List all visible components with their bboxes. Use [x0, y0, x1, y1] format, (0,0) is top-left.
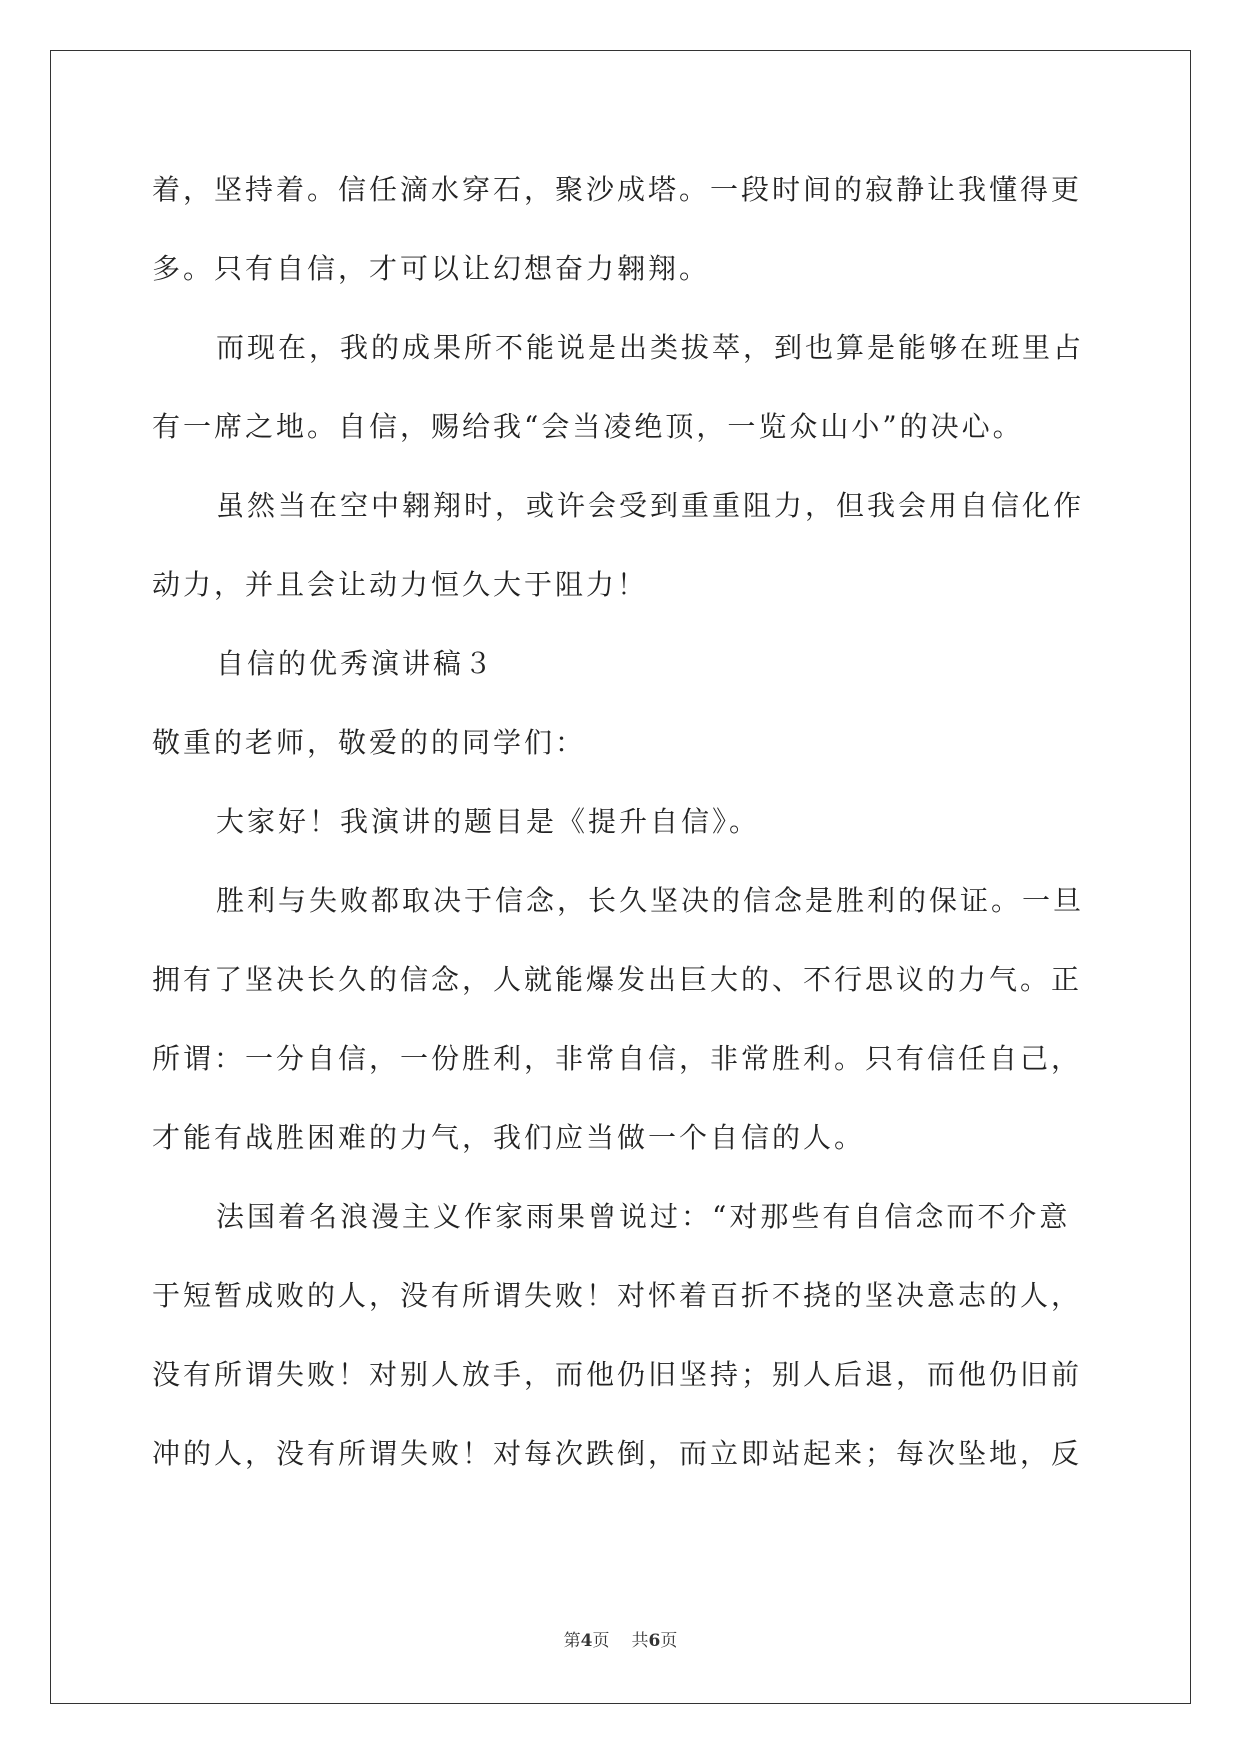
text-line-10: 胜利与失败都取决于信念，长久坚决的信念是胜利的保证。一旦 — [216, 884, 1085, 917]
text-line-2: 多。只有自信，才可以让幻想奋力翱翔。 — [152, 252, 711, 285]
text-line-6: 动力，并且会让动力恒久大于阻力！ — [152, 568, 649, 601]
page-footer — [0, 1626, 1241, 1651]
section-heading: 自信的优秀演讲稿３ — [216, 647, 496, 680]
document-body — [152, 150, 1092, 1493]
text-line-12: 所谓：一分自信，一份胜利，非常自信，非常胜利。只有信任自己， — [152, 1042, 1083, 1075]
page-prefix: 第 — [563, 1631, 581, 1651]
text-line-9: 大家好！我演讲的题目是《提升自信》。 — [216, 805, 761, 838]
text-line-16: 没有所谓失败！对别人放手，而他仍旧坚持；别人后退，而他仍旧前 — [152, 1358, 1083, 1391]
salutation-line: 敬重的老师，敬爱的的同学们： — [152, 726, 587, 759]
total-page-number: 6 — [648, 1631, 661, 1651]
text-line-11: 拥有了坚决长久的信念，人就能爆发出巨大的、不行思议的力气。正 — [152, 963, 1083, 996]
text-line-17: 冲的人，没有所谓失败！对每次跌倒，而立即站起来；每次坠地，反 — [152, 1437, 1083, 1470]
text-line-13: 才能有战胜困难的力气，我们应当做一个自信的人。 — [152, 1121, 866, 1154]
total-prefix: 共 — [631, 1631, 649, 1651]
page-unit: 页 — [592, 1631, 610, 1651]
text-line-1: 着，坚持着。信任滴水穿石，聚沙成塔。一段时间的寂静让我懂得更 — [152, 173, 1083, 206]
text-line-15: 于短暂成败的人，没有所谓失败！对怀着百折不挠的坚决意志的人， — [152, 1279, 1083, 1312]
text-line-5: 虽然当在空中翱翔时，或许会受到重重阻力，但我会用自信化作 — [216, 489, 1085, 522]
text-line-3: 而现在，我的成果所不能说是出类拔萃，到也算是能够在班里占 — [216, 331, 1085, 364]
current-page-number: 4 — [580, 1631, 593, 1651]
total-unit: 页 — [660, 1631, 678, 1651]
text-line-14: 法国着名浪漫主义作家雨果曾说过：“对那些有自信念而不介意 — [216, 1200, 1071, 1233]
text-line-4: 有一席之地。自信，赐给我“会当凌绝顶，一览众山小”的决心。 — [152, 410, 1024, 443]
